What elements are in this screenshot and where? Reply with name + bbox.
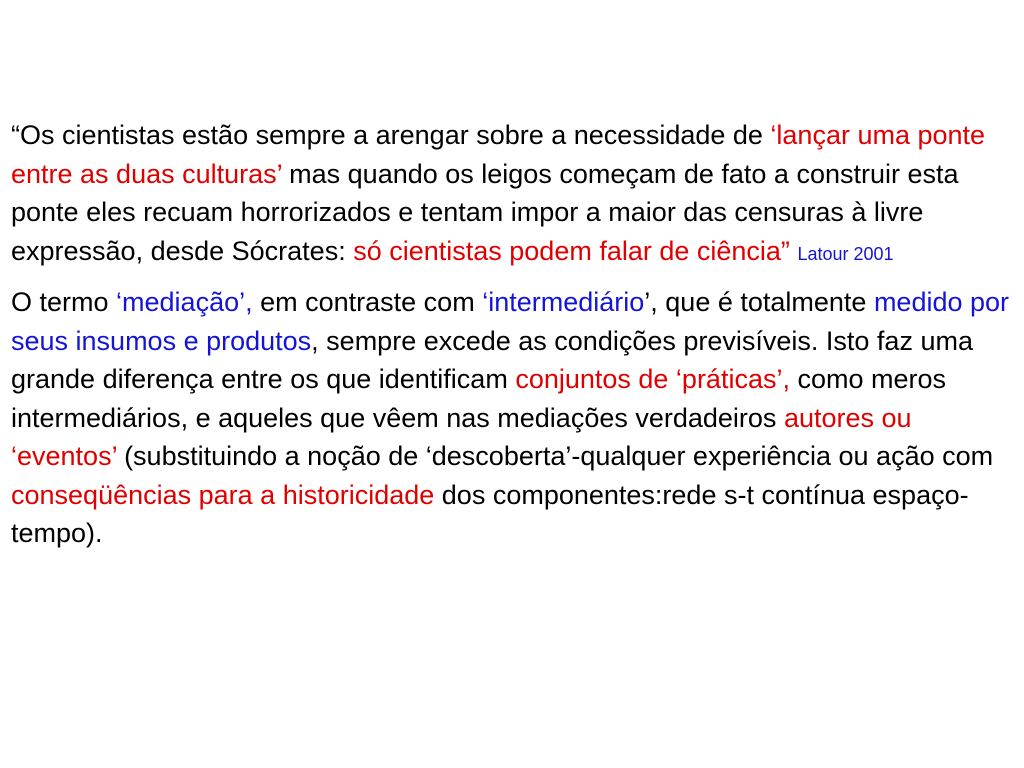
quote-text-2: mas quando os leigos começam de fato a construir esta ponte eles recuam horrorizados e tentam impor a maior das censuras à livre expressão, desde Sócrates: [11,158,959,266]
mediation-text-5: como meros intermediários, e aqueles que vêem nas mediações verdadeiros [11,364,947,433]
term-autores-eventos: autores ou ‘eventos’ [11,402,912,471]
mediation-text-4: , sempre excede as condições previsíveis. Isto faz uma grande diferença entre os que identificam [11,325,973,394]
mediation-paragraph [11,283,1013,553]
quote-text-1: “Os cientistas estão sempre a arengar sobre a necessidade de [11,120,771,150]
mediation-text-7: dos componentes:rede s-t contínua espaço-tempo). [11,479,969,548]
mediation-text-3: ’, que é totalmente [644,287,874,317]
term-consequencias: conseqüências para a historicidade [11,479,435,510]
quote-highlight-science: só cientistas podem falar de ciência” [353,235,790,266]
quote-highlight-bridge: ‘lançar uma ponte entre as duas culturas’ [11,120,986,189]
mediation-text-2: em contraste com [252,287,483,317]
latour-quote-paragraph [11,116,1013,273]
mediation-text-6: (substituindo a noção de ‘descoberta’-qualquer experiência ou ação com [116,441,994,471]
term-insumos-produtos: medido por seus insumos e produtos [11,287,1010,356]
term-intermediario: ‘intermediário [482,287,645,317]
term-mediacao: ‘mediação’, [116,287,253,317]
slide-body [11,116,1013,553]
quote-citation: Latour 2001 [797,243,894,264]
mediation-text-1: O termo [11,287,117,317]
term-conjuntos-praticas: conjuntos de ‘práticas’, [515,364,790,394]
